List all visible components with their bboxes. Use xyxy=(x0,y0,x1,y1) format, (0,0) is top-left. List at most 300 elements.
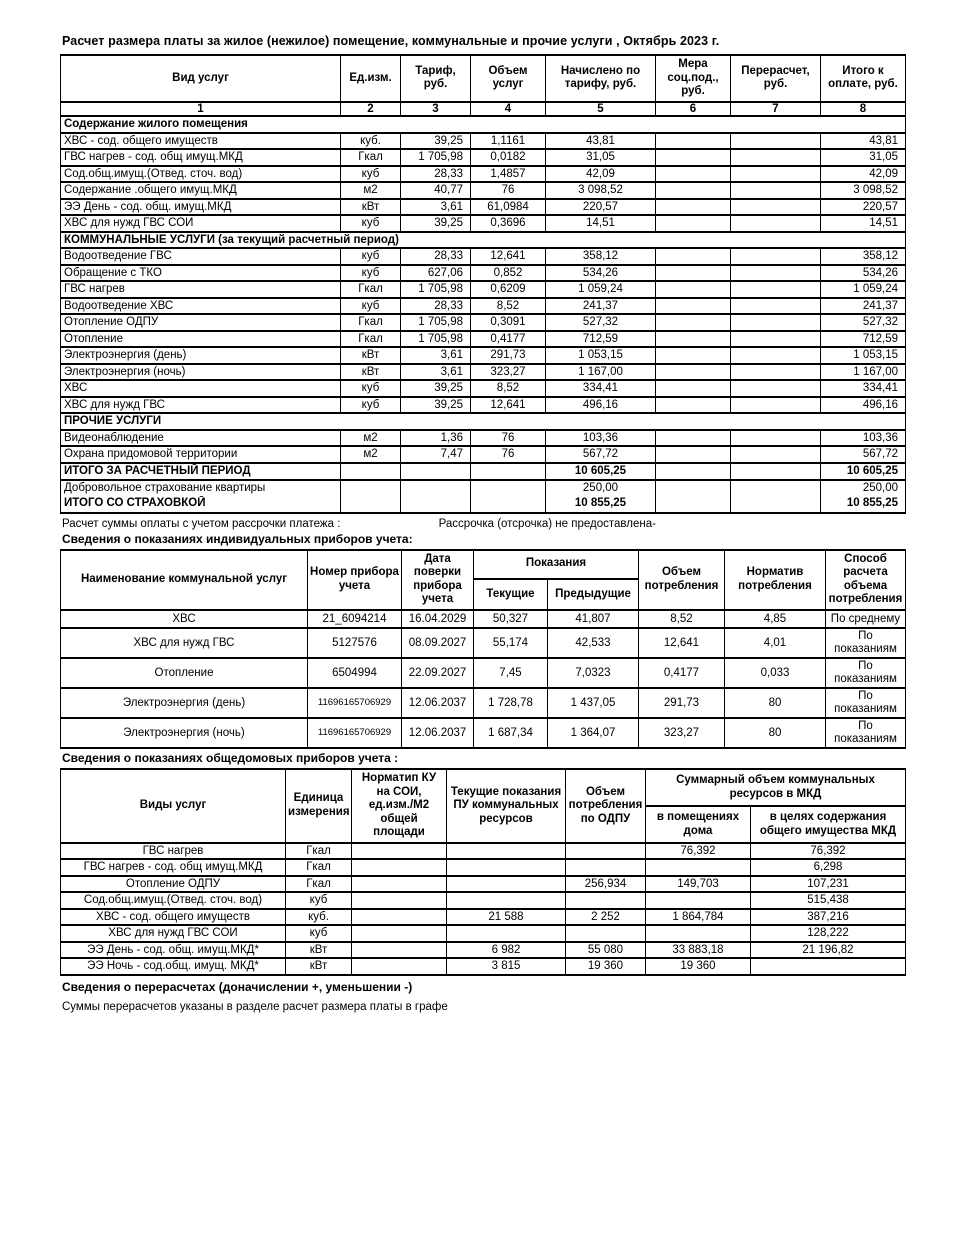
premises-volume-cell: 76,392 xyxy=(646,843,751,860)
previous-reading-cell: 1 364,07 xyxy=(548,718,639,748)
tariff-cell: 1 705,98 xyxy=(401,149,471,166)
volume-cell xyxy=(471,463,546,480)
service-cell: ХВС для нужд ГВС СОИ xyxy=(61,925,286,942)
col-number: 3 xyxy=(401,102,471,117)
volume-cell: 8,52 xyxy=(471,380,546,397)
tariff-cell: 3,61 xyxy=(401,347,471,364)
tariff-cell: 627,06 xyxy=(401,265,471,282)
tariff-cell: 39,25 xyxy=(401,397,471,414)
service-name-cell: Сод.общ.имущ.(Отвед. сточ. вод) xyxy=(61,166,341,183)
social-support-cell xyxy=(656,298,731,315)
service-name-cell: ХВС xyxy=(61,380,341,397)
col-number: 5 xyxy=(546,102,656,117)
social-support-cell xyxy=(656,347,731,364)
building-meter-row xyxy=(61,925,906,942)
current-readings-cell xyxy=(447,859,566,876)
recalc-cell xyxy=(731,331,821,348)
norm-cell: 80 xyxy=(725,718,826,748)
odpu-volume-cell xyxy=(566,843,646,860)
service-cell: Отопление xyxy=(61,658,308,688)
premises-volume-cell: 149,703 xyxy=(646,876,751,893)
norm-cell xyxy=(352,843,447,860)
unit-cell: куб xyxy=(286,925,352,942)
current-readings-cell xyxy=(447,925,566,942)
building-meter-row xyxy=(61,859,906,876)
recalc-cell xyxy=(731,182,821,199)
recalc-cell xyxy=(731,480,821,496)
unit-cell: м2 xyxy=(341,182,401,199)
social-support-cell xyxy=(656,314,731,331)
accrued-cell: 43,81 xyxy=(546,133,656,150)
recalc-cell xyxy=(731,298,821,315)
social-support-cell xyxy=(656,480,731,496)
tariff-cell: 7,47 xyxy=(401,446,471,463)
charges-col-recalc: Перерасчет, руб. xyxy=(731,55,821,102)
charge-row xyxy=(61,331,906,348)
check-date-cell: 16.04.2029 xyxy=(402,610,474,628)
unit-cell xyxy=(341,463,401,480)
document-title: Расчет размера платы за жилое (нежилое) помещение, коммунальные и прочие услуги , Октябрь 2023 г. xyxy=(62,34,720,48)
volume-cell: 0,0182 xyxy=(471,149,546,166)
recalc-cell xyxy=(731,199,821,216)
volume-cell: 0,3091 xyxy=(471,314,546,331)
im-col-volume: Объем потребления xyxy=(639,550,725,610)
recalc-cell xyxy=(731,248,821,265)
volume-cell: 1,4857 xyxy=(471,166,546,183)
method-cell: По среднему xyxy=(826,610,906,628)
charges-section-row xyxy=(61,116,906,133)
previous-reading-cell: 1 437,05 xyxy=(548,688,639,718)
meter-number-cell: 11696165706929 xyxy=(308,688,402,718)
volume-cell: 0,4177 xyxy=(471,331,546,348)
accrued-cell: 1 059,24 xyxy=(546,281,656,298)
charge-row xyxy=(61,265,906,282)
tariff-cell: 39,25 xyxy=(401,215,471,232)
charges-header-row xyxy=(61,55,906,102)
total-cell: 1 167,00 xyxy=(821,364,906,381)
charge-row xyxy=(61,149,906,166)
tariff-cell: 1 705,98 xyxy=(401,331,471,348)
previous-reading-cell: 42,533 xyxy=(548,628,639,658)
accrued-cell: 567,72 xyxy=(546,446,656,463)
volume-cell: 76 xyxy=(471,182,546,199)
meter-number-cell: 5127576 xyxy=(308,628,402,658)
recalc-cell xyxy=(731,446,821,463)
common-volume-cell: 21 196,82 xyxy=(751,942,906,959)
service-name-cell: Водоотведение ГВС xyxy=(61,248,341,265)
bm-col-total-group: Суммарный объем коммунальных ресурсов в МКД xyxy=(646,769,906,806)
total-cell: 534,26 xyxy=(821,265,906,282)
charge-row xyxy=(61,298,906,315)
col-number: 1 xyxy=(61,102,341,117)
norm-cell xyxy=(352,942,447,959)
charges-col-tariff: Тариф, руб. xyxy=(401,55,471,102)
service-name-cell: Электроэнергия (день) xyxy=(61,347,341,364)
odpu-volume-cell xyxy=(566,859,646,876)
volume-cell xyxy=(471,480,546,496)
unit-cell: кВт xyxy=(286,942,352,959)
service-name-cell: Отопление ОДПУ xyxy=(61,314,341,331)
total-cell: 220,57 xyxy=(821,199,906,216)
service-name-cell: Отопление xyxy=(61,331,341,348)
current-readings-cell xyxy=(447,876,566,893)
service-name-cell: Электроэнергия (ночь) xyxy=(61,364,341,381)
bm-col-norm: Норматип КУ на СОИ, ед.изм./М2 общей площади xyxy=(352,769,447,843)
charges-total-row xyxy=(61,463,906,480)
charges-section-row xyxy=(61,413,906,430)
accrued-cell: 1 167,00 xyxy=(546,364,656,381)
tariff-cell: 3,61 xyxy=(401,364,471,381)
accrued-cell: 31,05 xyxy=(546,149,656,166)
recalc-cell xyxy=(731,215,821,232)
recalc-cell xyxy=(731,397,821,414)
total-cell: 712,59 xyxy=(821,331,906,348)
norm-cell xyxy=(352,958,447,975)
check-date-cell: 12.06.2037 xyxy=(402,688,474,718)
social-support-cell xyxy=(656,331,731,348)
total-label-cell: ИТОГО СО СТРАХОВКОЙ xyxy=(61,496,341,513)
building-meters-table xyxy=(60,768,906,976)
method-cell: По показаниям xyxy=(826,688,906,718)
tariff-cell xyxy=(401,480,471,496)
charge-row xyxy=(61,364,906,381)
volume-cell: 323,27 xyxy=(639,718,725,748)
tariff-cell: 28,33 xyxy=(401,298,471,315)
individual-meters-table xyxy=(60,549,906,749)
social-support-cell xyxy=(656,199,731,216)
accrued-cell: 358,12 xyxy=(546,248,656,265)
accrued-cell: 10 605,25 xyxy=(546,463,656,480)
current-readings-cell xyxy=(447,892,566,909)
total-cell: 43,81 xyxy=(821,133,906,150)
accrued-cell: 220,57 xyxy=(546,199,656,216)
total-cell: 42,09 xyxy=(821,166,906,183)
current-readings-cell: 6 982 xyxy=(447,942,566,959)
unit-cell: кВт xyxy=(341,347,401,364)
service-cell: ГВС нагрев - сод. общ имущ.МКД xyxy=(61,859,286,876)
recalc-cell xyxy=(731,281,821,298)
recalc-cell xyxy=(731,314,821,331)
unit-cell xyxy=(341,496,401,513)
charge-row xyxy=(61,430,906,447)
charge-row xyxy=(61,166,906,183)
unit-cell: Гкал xyxy=(341,314,401,331)
bm-col-service: Виды услуг xyxy=(61,769,286,843)
norm-cell xyxy=(352,909,447,926)
charge-row xyxy=(61,182,906,199)
volume-cell: 1,1161 xyxy=(471,133,546,150)
bm-col-common-property: в целях содержания общего имущества МКД xyxy=(751,806,906,842)
meter-number-cell: 11696165706929 xyxy=(308,718,402,748)
col-number: 7 xyxy=(731,102,821,117)
total-cell: 527,32 xyxy=(821,314,906,331)
charges-col-service: Вид услуг xyxy=(61,55,341,102)
method-cell: По показаниям xyxy=(826,658,906,688)
installment-line xyxy=(62,518,909,530)
unit-cell: м2 xyxy=(341,446,401,463)
unit-cell: Гкал xyxy=(341,331,401,348)
col-number: 6 xyxy=(656,102,731,117)
service-cell: ЭЭ Ночь - сод.общ. имущ. МКД* xyxy=(61,958,286,975)
method-cell: По показаниям xyxy=(826,718,906,748)
social-support-cell xyxy=(656,430,731,447)
volume-cell: 0,852 xyxy=(471,265,546,282)
unit-cell xyxy=(341,480,401,496)
building-meter-row xyxy=(61,958,906,975)
norm-cell xyxy=(352,876,447,893)
service-cell: Сод.общ.имущ.(Отвед. сточ. вод) xyxy=(61,892,286,909)
unit-cell: куб xyxy=(341,215,401,232)
odpu-volume-cell: 19 360 xyxy=(566,958,646,975)
unit-cell: Гкал xyxy=(286,876,352,893)
social-support-cell xyxy=(656,364,731,381)
tariff-cell: 3,61 xyxy=(401,199,471,216)
norm-cell xyxy=(352,925,447,942)
section-title: Содержание жилого помещения xyxy=(61,116,906,133)
service-name-cell: ХВС - сод. общего имуществ xyxy=(61,133,341,150)
norm-cell: 0,033 xyxy=(725,658,826,688)
volume-cell: 323,27 xyxy=(471,364,546,381)
charge-row xyxy=(61,215,906,232)
unit-cell: куб xyxy=(341,166,401,183)
charge-row xyxy=(61,281,906,298)
norm-cell: 4,01 xyxy=(725,628,826,658)
building-meter-row xyxy=(61,909,906,926)
recalc-cell xyxy=(731,166,821,183)
total-cell: 250,00 xyxy=(821,480,906,496)
social-support-cell xyxy=(656,248,731,265)
accrued-cell: 496,16 xyxy=(546,397,656,414)
tariff-cell xyxy=(401,463,471,480)
social-support-cell xyxy=(656,133,731,150)
unit-cell: куб xyxy=(286,892,352,909)
service-cell: Электроэнергия (ночь) xyxy=(61,718,308,748)
norm-cell: 4,85 xyxy=(725,610,826,628)
charge-row xyxy=(61,248,906,265)
premises-volume-cell: 19 360 xyxy=(646,958,751,975)
service-name-cell: Видеонаблюдение xyxy=(61,430,341,447)
recalc-cell xyxy=(731,496,821,513)
recalc-cell xyxy=(731,149,821,166)
installment-value: Рассрочка (отсрочка) не предоставлена- xyxy=(438,517,656,530)
building-meters-header-row xyxy=(61,769,906,806)
common-volume-cell: 387,216 xyxy=(751,909,906,926)
service-cell: ХВС - сод. общего имуществ xyxy=(61,909,286,926)
unit-cell: куб. xyxy=(286,909,352,926)
total-cell: 31,05 xyxy=(821,149,906,166)
current-reading-cell: 7,45 xyxy=(474,658,548,688)
social-support-cell xyxy=(656,149,731,166)
building-meter-row xyxy=(61,843,906,860)
check-date-cell: 22.09.2027 xyxy=(402,658,474,688)
norm-cell xyxy=(352,859,447,876)
service-name-cell: ГВС нагрев xyxy=(61,281,341,298)
accrued-cell: 10 855,25 xyxy=(546,496,656,513)
total-cell: 567,72 xyxy=(821,446,906,463)
charges-col-volume: Объем услуг xyxy=(471,55,546,102)
bm-col-unit: Единица измерения xyxy=(286,769,352,843)
im-col-current: Текущие xyxy=(474,579,548,610)
unit-cell: куб xyxy=(341,298,401,315)
odpu-volume-cell: 55 080 xyxy=(566,942,646,959)
current-reading-cell: 1 687,34 xyxy=(474,718,548,748)
im-col-meter-number: Номер прибора учета xyxy=(308,550,402,610)
service-cell: Отопление ОДПУ xyxy=(61,876,286,893)
volume-cell: 76 xyxy=(471,446,546,463)
accrued-cell: 534,26 xyxy=(546,265,656,282)
im-col-norm: Норматив потребления xyxy=(725,550,826,610)
social-support-cell xyxy=(656,463,731,480)
total-cell: 10 855,25 xyxy=(821,496,906,513)
volume-cell: 12,641 xyxy=(471,248,546,265)
recalc-cell xyxy=(731,133,821,150)
common-volume-cell: 6,298 xyxy=(751,859,906,876)
service-name-cell: Охрана придомовой территории xyxy=(61,446,341,463)
meter-number-cell: 6504994 xyxy=(308,658,402,688)
accrued-cell: 250,00 xyxy=(546,480,656,496)
accrued-cell: 241,37 xyxy=(546,298,656,315)
odpu-volume-cell: 2 252 xyxy=(566,909,646,926)
service-name-cell: Обращение с ТКО xyxy=(61,265,341,282)
charges-table xyxy=(60,54,906,514)
tariff-cell: 40,77 xyxy=(401,182,471,199)
unit-cell: Гкал xyxy=(286,843,352,860)
volume-cell: 0,6209 xyxy=(471,281,546,298)
building-meter-row xyxy=(61,942,906,959)
service-cell: ХВС для нужд ГВС xyxy=(61,628,308,658)
unit-cell: кВт xyxy=(341,364,401,381)
common-volume-cell: 76,392 xyxy=(751,843,906,860)
current-reading-cell: 1 728,78 xyxy=(474,688,548,718)
total-cell: 241,37 xyxy=(821,298,906,315)
individual-meters-heading: Сведения о показаниях индивидуальных приборов учета: xyxy=(62,531,413,546)
im-col-service: Наименование коммунальной услуг xyxy=(61,550,308,610)
charges-col-accrued: Начислено по тарифу, руб. xyxy=(546,55,656,102)
recalc-cell xyxy=(731,265,821,282)
recalc-cell xyxy=(731,347,821,364)
social-support-cell xyxy=(656,380,731,397)
total-cell: 1 059,24 xyxy=(821,281,906,298)
social-support-cell xyxy=(656,215,731,232)
current-readings-cell: 3 815 xyxy=(447,958,566,975)
bm-col-odpu-volume: Объем потребления по ОДПУ xyxy=(566,769,646,843)
premises-volume-cell xyxy=(646,892,751,909)
method-cell: По показаниям xyxy=(826,628,906,658)
tariff-cell xyxy=(401,496,471,513)
im-col-previous: Предыдущие xyxy=(548,579,639,610)
col-number: 2 xyxy=(341,102,401,117)
accrued-cell: 3 098,52 xyxy=(546,182,656,199)
charge-row xyxy=(61,446,906,463)
current-reading-cell: 55,174 xyxy=(474,628,548,658)
social-support-cell xyxy=(656,281,731,298)
current-readings-cell: 21 588 xyxy=(447,909,566,926)
service-name-cell: ХВС для нужд ГВС xyxy=(61,397,341,414)
volume-cell: 12,641 xyxy=(639,628,725,658)
norm-cell: 80 xyxy=(725,688,826,718)
total-cell: 496,16 xyxy=(821,397,906,414)
charges-grand-total-row xyxy=(61,496,906,513)
im-col-check-date: Дата поверки прибора учета xyxy=(402,550,474,610)
check-date-cell: 08.09.2027 xyxy=(402,628,474,658)
social-support-cell xyxy=(656,496,731,513)
building-meter-row xyxy=(61,876,906,893)
volume-cell: 291,73 xyxy=(639,688,725,718)
service-name-cell: Добровольное страхование квартиры xyxy=(61,480,341,496)
charges-section-row xyxy=(61,232,906,249)
section-title: ПРОЧИЕ УСЛУГИ xyxy=(61,413,906,430)
recalc-cell xyxy=(731,463,821,480)
tariff-cell: 39,25 xyxy=(401,380,471,397)
service-name-cell: ХВС для нужд ГВС СОИ xyxy=(61,215,341,232)
social-support-cell xyxy=(656,166,731,183)
service-cell: ЭЭ День - сод. общ. имущ.МКД* xyxy=(61,942,286,959)
individual-meters-header-row xyxy=(61,550,906,579)
norm-cell xyxy=(352,892,447,909)
recalculations-note: Суммы перерасчетов указаны в разделе расчет размера платы в графе xyxy=(62,1000,448,1013)
volume-cell: 8,52 xyxy=(639,610,725,628)
service-name-cell: Содержание .общего имущ.МКД xyxy=(61,182,341,199)
volume-cell: 8,52 xyxy=(471,298,546,315)
service-cell: Электроэнергия (день) xyxy=(61,688,308,718)
common-volume-cell xyxy=(751,958,906,975)
volume-cell: 0,4177 xyxy=(639,658,725,688)
social-support-cell xyxy=(656,182,731,199)
recalc-cell xyxy=(731,364,821,381)
volume-cell: 61,0984 xyxy=(471,199,546,216)
odpu-volume-cell xyxy=(566,892,646,909)
individual-meter-row xyxy=(61,658,906,688)
accrued-cell: 14,51 xyxy=(546,215,656,232)
recalculations-heading: Сведения о перерасчетах (доначислении +, уменьшении -) xyxy=(62,979,413,994)
accrued-cell: 712,59 xyxy=(546,331,656,348)
charge-row xyxy=(61,314,906,331)
previous-reading-cell: 41,807 xyxy=(548,610,639,628)
charge-row xyxy=(61,397,906,414)
accrued-cell: 334,41 xyxy=(546,380,656,397)
meter-number-cell: 21_6094214 xyxy=(308,610,402,628)
accrued-cell: 527,32 xyxy=(546,314,656,331)
installment-label: Расчет суммы оплаты с учетом рассрочки платежа : xyxy=(62,517,341,530)
tariff-cell: 28,33 xyxy=(401,166,471,183)
premises-volume-cell xyxy=(646,859,751,876)
charge-row xyxy=(61,133,906,150)
total-cell: 10 605,25 xyxy=(821,463,906,480)
tariff-cell: 1,36 xyxy=(401,430,471,447)
charge-row xyxy=(61,347,906,364)
tariff-cell: 1 705,98 xyxy=(401,281,471,298)
individual-meter-row xyxy=(61,610,906,628)
premises-volume-cell: 33 883,18 xyxy=(646,942,751,959)
volume-cell xyxy=(471,496,546,513)
service-name-cell: Водоотведение ХВС xyxy=(61,298,341,315)
accrued-cell: 103,36 xyxy=(546,430,656,447)
social-support-cell xyxy=(656,446,731,463)
total-cell: 3 098,52 xyxy=(821,182,906,199)
unit-cell: Гкал xyxy=(341,281,401,298)
col-number: 8 xyxy=(821,102,906,117)
recalc-cell xyxy=(731,380,821,397)
accrued-cell: 42,09 xyxy=(546,166,656,183)
volume-cell: 76 xyxy=(471,430,546,447)
total-cell: 103,36 xyxy=(821,430,906,447)
premises-volume-cell xyxy=(646,925,751,942)
unit-cell: Гкал xyxy=(286,859,352,876)
unit-cell: куб xyxy=(341,397,401,414)
unit-cell: куб. xyxy=(341,133,401,150)
total-cell: 1 053,15 xyxy=(821,347,906,364)
charges-col-total: Итого к оплате, руб. xyxy=(821,55,906,102)
